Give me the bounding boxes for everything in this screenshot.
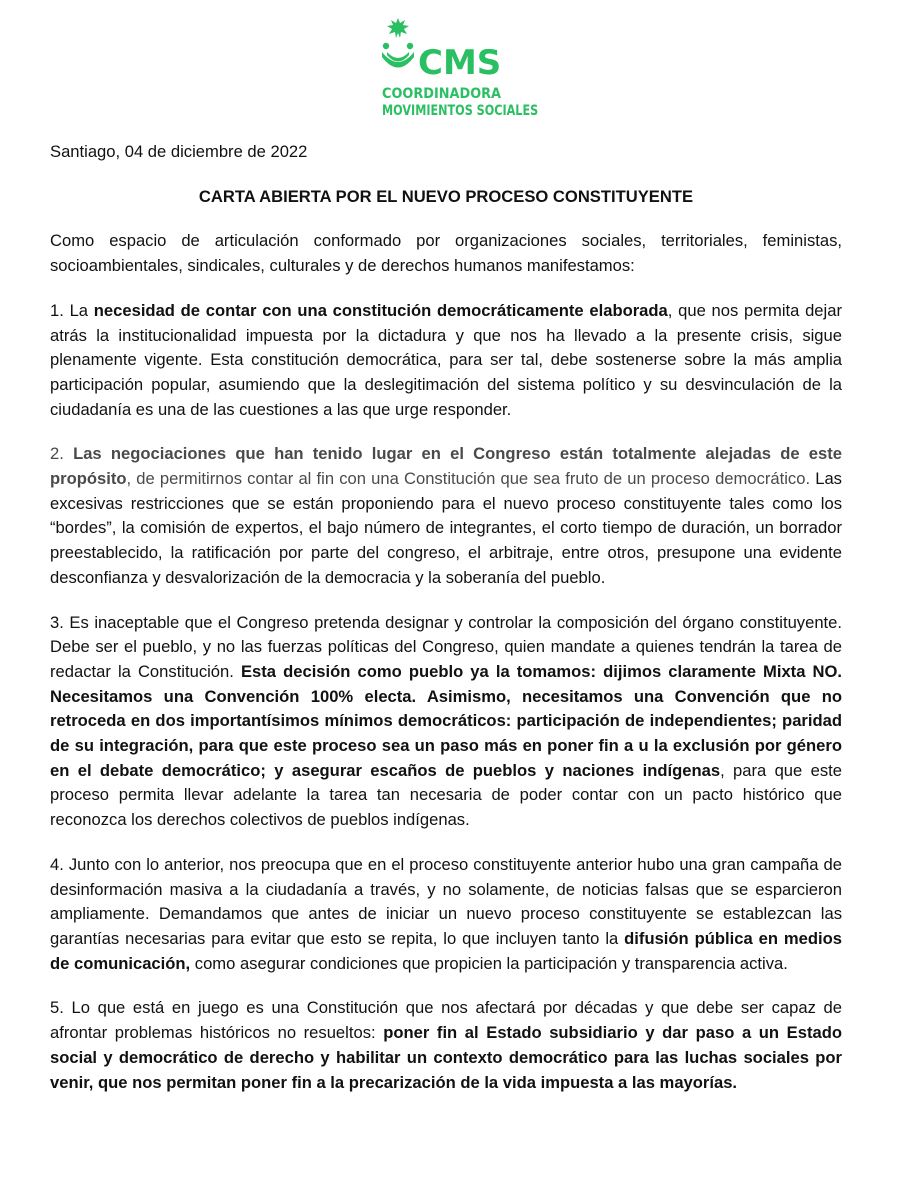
paragraph-3 bbox=[50, 611, 842, 833]
paragraph-2-emphasis: Las negociaciones que han tenido lugar en el Congreso están totalmente alejadas de este propósito bbox=[50, 444, 842, 489]
cms-people-star-emblem-icon bbox=[380, 16, 416, 82]
paragraph-5-text-a: 5. Lo que está en juego es una Constitución que nos afectará por décadas y que debe ser capaz de afrontar problemas históricos no resueltos: bbox=[50, 998, 842, 1043]
paragraph-3-text-a: 3. Es inaceptable que el Congreso pretenda designar y controlar la composición del órgano constituyente. Debe ser el pueblo, y no las fuerzas políticas del Congreso, quien mandate a quienes tendrán la tarea de redactar la Constitución. bbox=[50, 612, 842, 681]
organization-logo bbox=[380, 16, 540, 119]
paragraph-1-emphasis: necesidad de contar con una constitución democráticamente elaborada bbox=[93, 300, 668, 320]
paragraph-2 bbox=[50, 442, 842, 590]
logo-subtitle-line-1: COORDINADORA bbox=[382, 86, 502, 102]
letter-title: CARTA ABIERTA POR EL NUEVO PROCESO CONSTITUYENTE bbox=[198, 186, 694, 206]
paragraph-1-text-a: 1. La bbox=[50, 300, 94, 320]
letter-date: Santiago, 04 de diciembre de 2022 bbox=[50, 142, 308, 161]
paragraph-3-text-c: , para que este proceso permita llevar adelante la tarea tan necesaria de poder contar con un pacto histórico que reconozca los derechos colectivos de pueblos indígenas. bbox=[50, 760, 842, 830]
paragraph-4-text-c: como asegurar condiciones que propicien la participación y transparencia activa. bbox=[190, 953, 788, 973]
paragraph-5-emphasis: poner fin al Estado subsidiario y dar paso a un Estado social y democrático de derecho y habilitar un contexto democrático para las luchas sociales por venir, que nos permitan poner fin a la precarización de la vida impuesta a las mayorías. bbox=[50, 1023, 842, 1092]
paragraph-4-emphasis: difusión pública en medios de comunicación, bbox=[50, 928, 842, 973]
paragraph-2-text-c: , de permitirnos contar al fin con una Constitución que sea fruto de un proceso democrático. bbox=[126, 469, 811, 489]
paragraph-5 bbox=[50, 996, 842, 1095]
paragraph-1 bbox=[50, 299, 842, 423]
paragraph-4-text-a: 4. Junto con lo anterior, nos preocupa que en el proceso constituyente anterior hubo una gran campaña de desinformación masiva a la ciudadanía a través, y no solamente, de noticias falsas que se esparcieron ampliamente. Demandamos que antes de iniciar un nuevo proceso constituyente se establezcan las garantías necesarias para evitar que esto se repita, lo que incluyen tanto la bbox=[50, 854, 842, 948]
letter-body bbox=[50, 140, 842, 1095]
paragraph-2-text-d: Las excesivas restricciones que se están proponiendo para el nuevo proceso constituyente tales como los “bordes”, la comisión de expertos, el bajo número de integrantes, el corto tiempo de duración, un borrador preestablecido, la ratificación por parte del congreso, el arbitraje, entre otros, presupone una evidente desconfianza y desvalorización de la democracia y la soberanía del pueblo. bbox=[50, 469, 842, 587]
paragraph-1-text-c: , que nos permita dejar atrás la institucionalidad impuesta por la dictadura y que nos ha llevado a la presente crisis, sigue plenamente vigente. Esta constitución democrática, para ser tal, debe sostenerse sobre la más amplia participación popular, asumiendo que la deslegitimación del sistema político y su desvinculación de la ciudadanía es una de las cuestiones a las que urge responder. bbox=[50, 300, 842, 419]
logo-brand-text: CMS bbox=[418, 43, 502, 83]
paragraph-2-text-a: 2. bbox=[50, 444, 74, 464]
paragraph-3-emphasis: Esta decisión como pueblo ya la tomamos: dijimos claramente Mixta NO. Necesitamos una Convención 100% electa. Asimismo, necesitamos una Convención que no retroceda en dos importantísimos mínimos democráticos: participación de independientes; paridad de su integración, para que este proceso sea un paso más en poner fin a u la exclusión por género en el debate democrático; y asegurar escaños de pueblos y naciones indígenas bbox=[50, 661, 843, 780]
logo-subtitle-line-2: MOVIMIENTOS SOCIALES bbox=[382, 103, 539, 119]
intro-paragraph: Como espacio de articulación conformado por organizaciones sociales, territoriales, feministas, socioambientales, sindicales, culturales y de derechos humanos manifestamos: bbox=[50, 231, 842, 276]
paragraph-4 bbox=[50, 853, 842, 977]
